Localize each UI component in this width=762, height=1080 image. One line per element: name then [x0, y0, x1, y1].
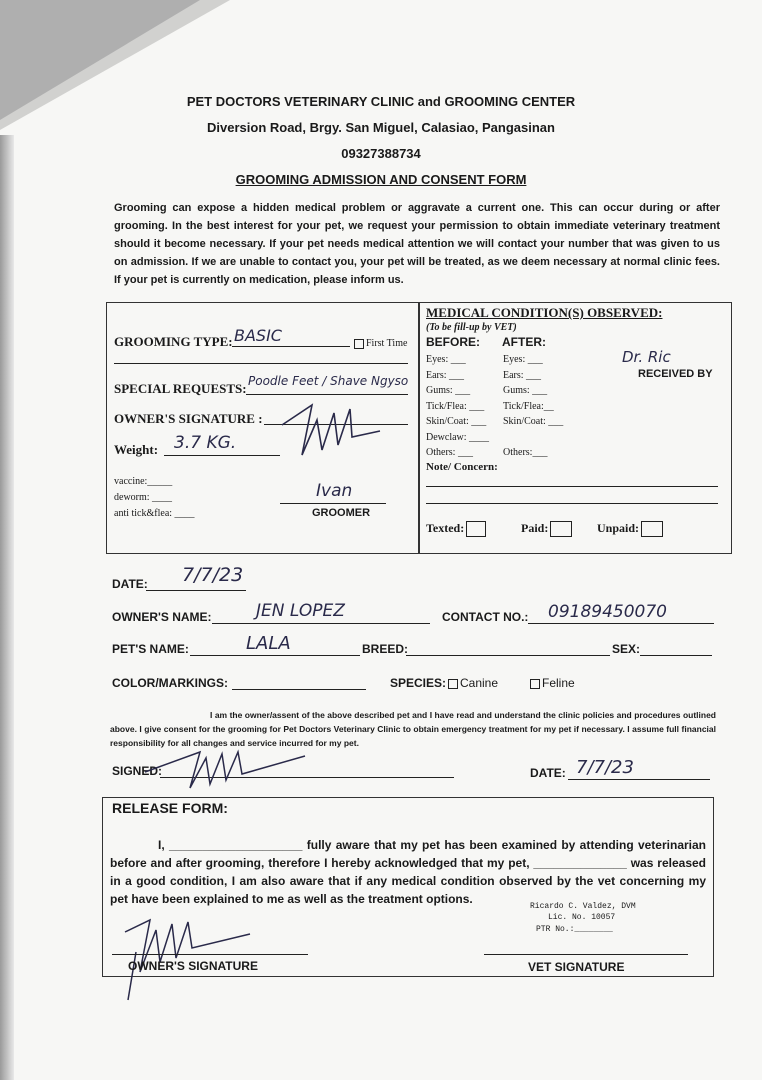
before-others: Others: ___ [426, 447, 473, 458]
pet-name-value: LALA [246, 633, 291, 654]
before-ears: Ears: ___ [426, 370, 465, 381]
contact-value: 09189450070 [548, 602, 667, 622]
sex-label: SEX: [612, 642, 641, 656]
admission-divider [418, 302, 420, 554]
owner-sig-line [112, 954, 308, 955]
medical-condition-title: MEDICAL CONDITION(S) OBSERVED: [426, 305, 663, 320]
received-by-value: Dr. Ric [622, 348, 671, 366]
consent-paragraph: I am the owner/assent of the above described pet and I have read and understand the clinic policies and procedures outlined above. I give consent for the grooming for Pet Doctors Veterinary Clinic to obtain emergency treatment for my pet if necessary. I assume full financial responsibility for all changes and service incurred for my pet. [110, 710, 716, 748]
note-line-1 [426, 486, 718, 487]
date-label: DATE: [112, 577, 148, 591]
grooming-type-line [232, 346, 350, 347]
owner-name-label: OWNER'S NAME: [112, 610, 212, 624]
vaccine-label: vaccine:_____ [114, 476, 173, 487]
page-edge-shadow [0, 135, 14, 1080]
deworm-label: deworm: ____ [114, 492, 173, 503]
weight-line [164, 455, 280, 456]
clinic-phone: 09327388734 [341, 146, 421, 161]
received-by-label: RECEIVED BY [638, 368, 713, 380]
before-dewclaw: Dewclaw: ____ [426, 432, 490, 443]
sex-line [640, 655, 712, 656]
first-time-checkbox[interactable] [354, 338, 407, 349]
consent-date-label: DATE: [530, 766, 566, 780]
grooming-type-label: GROOMING TYPE: [114, 334, 233, 349]
consent-signature-scribble [140, 744, 310, 794]
after-gums: Gums: ___ [503, 385, 548, 396]
breed-line [406, 655, 610, 656]
date-value: 7/7/23 [182, 564, 244, 586]
before-skin-coat: Skin/Coat: ___ [426, 416, 487, 427]
unpaid-checkbox[interactable] [597, 521, 663, 537]
contact-line [528, 623, 714, 624]
before-eyes: Eyes: ___ [426, 354, 466, 365]
pet-name-label: PET'S NAME: [112, 642, 189, 656]
clinic-address: Diversion Road, Brgy. San Miguel, Calasiao, Pangasinan [207, 120, 555, 135]
paid-checkbox[interactable] [521, 521, 572, 537]
breed-label: BREED: [362, 642, 409, 656]
weight-label: Weight: [114, 442, 159, 457]
color-markings-line [232, 689, 366, 690]
note-concern-label: Note/ Concern: [426, 461, 498, 473]
special-requests-label: SPECIAL REQUESTS: [114, 381, 247, 396]
owner-name-value: JEN LOPEZ [256, 601, 345, 621]
groomer-value: Ivan [316, 481, 353, 501]
after-tick-flea: Tick/Flea:__ [503, 401, 554, 412]
grooming-type-line-2 [114, 363, 408, 364]
paid-label: Paid: [521, 521, 549, 535]
release-paragraph: I, ____________________ fully aware that my pet has been examined by attending veterinarian before and after grooming, therefore I hereby acknowledged that my pet, ______________ was released in a good condition, I am also aware that if any medical condition observed by the vet concerning my pet have been explained to me as well as the treatment options. [110, 838, 706, 906]
after-skin-coat: Skin/Coat: ___ [503, 416, 564, 427]
vet-stamp-ptr: PTR No.:________ [536, 925, 613, 934]
vet-stamp-name: Ricardo C. Valdez, DVM [530, 902, 636, 911]
form-title: GROOMING ADMISSION AND CONSENT FORM [235, 172, 527, 187]
species-label: SPECIES: [390, 676, 447, 690]
vet-sig-line [484, 954, 688, 955]
grooming-type-value: BASIC [234, 326, 282, 345]
pet-name-line [190, 655, 360, 656]
release-title: RELEASE FORM: [112, 800, 228, 816]
vet-stamp-lic: Lic. No. 10057 [548, 913, 616, 922]
owner-name-line [212, 623, 430, 624]
color-markings-label: COLOR/MARKINGS: [112, 676, 228, 690]
after-others: Others:___ [503, 447, 548, 458]
after-ears: Ears: ___ [503, 370, 542, 381]
after-label: AFTER: [502, 335, 546, 349]
before-gums: Gums: ___ [426, 385, 471, 396]
consent-date-line [568, 779, 710, 780]
groomer-label: GROOMER [312, 507, 371, 519]
vet-fill-note: (To be fill-up by VET) [426, 322, 517, 333]
before-label: BEFORE: [426, 335, 480, 349]
vet-sig-label: VET SIGNATURE [528, 960, 625, 974]
texted-checkbox[interactable] [426, 521, 486, 537]
intro-paragraph: Grooming can expose a hidden medical problem or aggravate a current one. This can occur during or after grooming. In the best interest for your pet, we request your permission to obtain immediate veterinary treatment should it become necessary. If your pet needs medical attention we will contact your number that was given to us on admission. If we are unable to contact you, your pet will be treated, as we deem necessary at normal clinic fees. If your pet is currently on medication, please inform us. [114, 202, 720, 286]
page-fold [0, 0, 230, 130]
owner-sig-label: OWNER'S SIGNATURE [128, 959, 258, 973]
signed-label: SIGNED: [112, 764, 163, 778]
feline-label: Feline [542, 676, 575, 690]
consent-date-value: 7/7/23 [576, 757, 634, 778]
special-requests-value: Poodle Feet / Shave Ngyso [248, 374, 409, 388]
date-line [146, 590, 246, 591]
before-tick-flea: Tick/Flea: ___ [426, 401, 485, 412]
unpaid-label: Unpaid: [597, 521, 640, 535]
groomer-line [280, 503, 386, 504]
feline-option[interactable] [530, 676, 575, 690]
first-time-label: First Time [366, 338, 408, 349]
release-owner-signature-scribble [110, 912, 260, 1002]
owner-signature-label: OWNER'S SIGNATURE : [114, 411, 263, 426]
anti-tick-label: anti tick&flea: ____ [114, 508, 195, 519]
owner-signature-scribble [272, 395, 382, 465]
weight-value: 3.7 KG. [174, 433, 237, 453]
after-eyes: Eyes: ___ [503, 354, 543, 365]
canine-label: Canine [460, 676, 499, 690]
note-line-2 [426, 503, 718, 504]
canine-option[interactable] [448, 676, 498, 690]
clinic-name: PET DOCTORS VETERINARY CLINIC and GROOMING CENTER [186, 94, 576, 109]
texted-label: Texted: [426, 521, 465, 535]
contact-label: CONTACT NO.: [442, 610, 529, 624]
